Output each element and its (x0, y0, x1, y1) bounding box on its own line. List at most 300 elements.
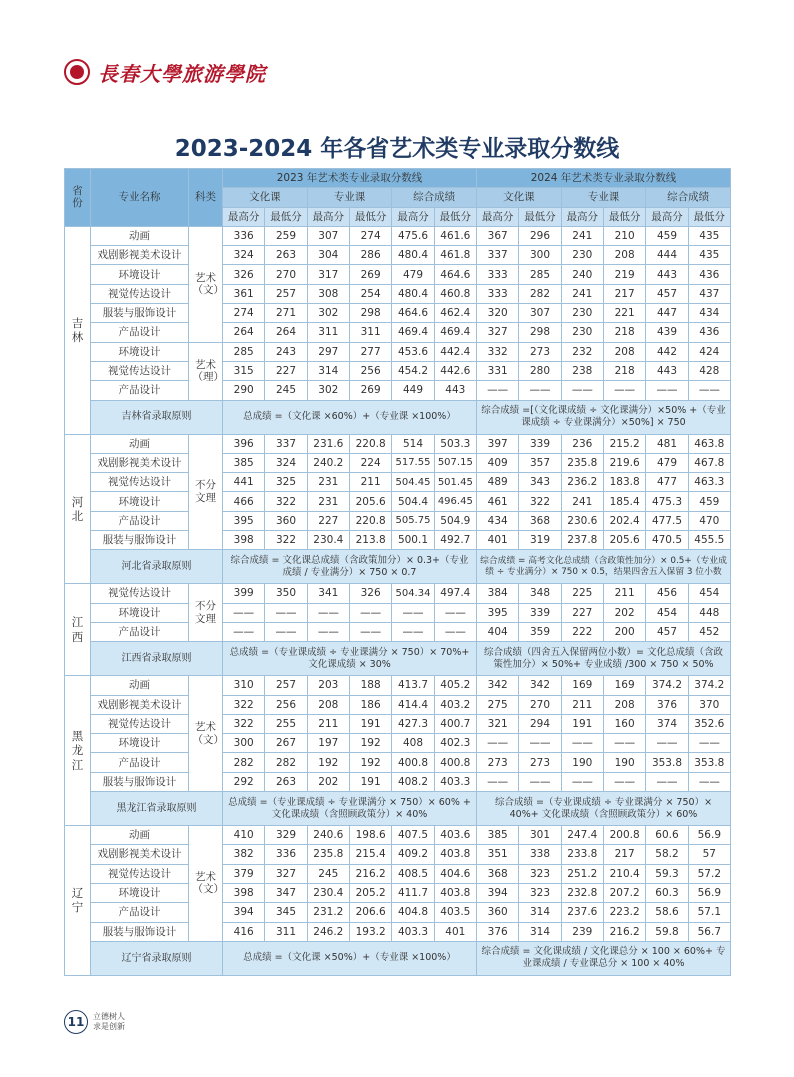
score-cell: 436 (688, 265, 730, 284)
score-cell: 403.6 (434, 826, 476, 845)
score-cell: 479 (392, 265, 434, 284)
score-cell: 322 (265, 531, 307, 550)
score-cell: 459 (646, 226, 688, 245)
province-cell (65, 584, 91, 676)
score-cell: 273 (519, 753, 561, 772)
score-cell: 357 (519, 453, 561, 472)
score-cell: —— (349, 622, 391, 641)
score-cell: 314 (307, 361, 349, 380)
major-name: 动画 (91, 676, 189, 695)
score-cell: —— (392, 603, 434, 622)
score-cell: 480.4 (392, 246, 434, 265)
header-culture-2023: 文化课 (223, 188, 308, 207)
table-row (65, 323, 731, 342)
score-cell: 227 (265, 361, 307, 380)
score-cell: 57.1 (688, 903, 730, 922)
score-cell: 403.8 (434, 845, 476, 864)
category-label: 艺术（文） (192, 271, 224, 297)
admission-rule-label: 辽宁省录取原则 (91, 941, 223, 975)
score-cell: 311 (307, 323, 349, 342)
score-cell: 463.8 (688, 434, 730, 453)
score-cell: 192 (307, 753, 349, 772)
score-cell: 256 (349, 361, 391, 380)
major-name: 服装与服饰设计 (91, 772, 189, 791)
admission-rule-row (65, 642, 731, 676)
header-max-score: 最高分 (392, 207, 434, 226)
header-min-score: 最低分 (434, 207, 476, 226)
score-cell: 256 (265, 695, 307, 714)
score-cell: 216.2 (603, 922, 645, 941)
score-cell: 462.4 (434, 304, 476, 323)
score-cell: —— (434, 603, 476, 622)
score-cell: 246.2 (307, 922, 349, 941)
score-cell: 353.8 (646, 753, 688, 772)
province-name: 辽宁 (71, 886, 84, 915)
score-cell: 169 (603, 676, 645, 695)
motto-line-2: 求是创新 (93, 1022, 125, 1031)
score-cell: 394 (477, 883, 519, 902)
header-min-score: 最低分 (519, 207, 561, 226)
score-cell: 408.2 (392, 772, 434, 791)
score-cell: 492.7 (434, 531, 476, 550)
score-cell: 343 (519, 473, 561, 492)
score-cell: —— (307, 603, 349, 622)
score-cell: 319 (519, 531, 561, 550)
major-name: 服装与服饰设计 (91, 922, 189, 941)
score-cell: 219 (603, 265, 645, 284)
score-cell: 263 (265, 246, 307, 265)
score-cell: 477.5 (646, 511, 688, 530)
score-cell: 455.5 (688, 531, 730, 550)
score-cell: 227 (561, 603, 603, 622)
score-cell: 218 (603, 361, 645, 380)
score-cell: 197 (307, 734, 349, 753)
score-cell: 436 (688, 323, 730, 342)
score-cell: —— (223, 622, 265, 641)
score-cell: 454 (646, 603, 688, 622)
score-cell: 332 (477, 342, 519, 361)
score-cell: 400.8 (434, 753, 476, 772)
score-cell: 56.7 (688, 922, 730, 941)
score-cell: 398 (223, 883, 265, 902)
score-cell: 218 (603, 323, 645, 342)
score-cell: 239 (561, 922, 603, 941)
score-cell: 424 (688, 342, 730, 361)
score-cell: 215.2 (603, 434, 645, 453)
table-row (65, 265, 731, 284)
major-name: 产品设计 (91, 381, 189, 400)
table-row (65, 734, 731, 753)
score-cell: 497.4 (434, 584, 476, 603)
province-name: 吉林 (71, 315, 84, 345)
score-cell: 505.75 (392, 511, 434, 530)
major-name: 戏剧影视美术设计 (91, 695, 189, 714)
score-cell: 434 (477, 511, 519, 530)
table-row (65, 676, 731, 695)
score-cell: 336 (265, 845, 307, 864)
score-cell: 274 (223, 304, 265, 323)
score-cell: 457 (646, 622, 688, 641)
score-cell: 464.6 (434, 265, 476, 284)
score-cell: 360 (265, 511, 307, 530)
score-cell: 517.55 (392, 453, 434, 472)
province-cell (65, 226, 91, 434)
score-cell: —— (603, 381, 645, 400)
score-cell: 323 (519, 883, 561, 902)
score-cell: 227 (307, 511, 349, 530)
score-cell: 315 (223, 361, 265, 380)
admission-rule-2024 (477, 642, 731, 676)
score-cell: —— (434, 622, 476, 641)
score-cell: 193.2 (349, 922, 391, 941)
score-cell: 296 (519, 226, 561, 245)
province-name: 江西 (71, 615, 84, 644)
score-cell: 160 (603, 714, 645, 733)
admission-rule-text: 综合成绩 = 文化课成绩 / 文化课总分 × 100 × 60%+ 专业课成绩 / 专业课总分 × 100 × 40% (481, 946, 726, 970)
table-row (65, 922, 731, 941)
score-cell: 409 (477, 453, 519, 472)
major-name: 动画 (91, 826, 189, 845)
admission-rule-2024 (477, 550, 731, 584)
table-row (65, 845, 731, 864)
header-category: 科类 (189, 169, 223, 227)
score-cell: 270 (265, 265, 307, 284)
score-cell: 350 (265, 584, 307, 603)
admission-rule-label: 河北省录取原则 (91, 550, 223, 584)
score-cell: 208 (603, 246, 645, 265)
score-cell: 347 (265, 883, 307, 902)
score-cell: 211 (349, 473, 391, 492)
major-name: 服装与服饰设计 (91, 531, 189, 550)
score-cell: —— (603, 772, 645, 791)
admission-rule-row (65, 400, 731, 434)
admission-rule-text: 综合成绩（四舍五入保留两位小数）= 文化总成绩（含政策性加分）× 50%+ 专业成绩 /300 × 750 × 50% (484, 646, 723, 670)
score-cell: 210.4 (603, 864, 645, 883)
score-cell: 443 (646, 265, 688, 284)
admission-rule-row (65, 941, 731, 975)
score-cell: 191 (349, 772, 391, 791)
score-cell: 231.6 (307, 434, 349, 453)
score-cell: —— (561, 772, 603, 791)
score-cell: 374.2 (688, 676, 730, 695)
score-cell: 339 (519, 603, 561, 622)
score-cell: 59.8 (646, 922, 688, 941)
table-row (65, 511, 731, 530)
score-cell: —— (561, 734, 603, 753)
header-max-score: 最高分 (223, 207, 265, 226)
admission-rule-2023 (223, 642, 477, 676)
score-cell: 403.3 (392, 922, 434, 941)
major-name: 环境设计 (91, 342, 189, 361)
score-cell: 57.2 (688, 864, 730, 883)
score-cell: 186 (349, 695, 391, 714)
table-row (65, 864, 731, 883)
score-cell: 410 (223, 826, 265, 845)
score-cell: 457 (646, 284, 688, 303)
score-cell: 408 (392, 734, 434, 753)
score-cell: 400.8 (392, 753, 434, 772)
score-cell: —— (646, 381, 688, 400)
score-cell: 399 (223, 584, 265, 603)
score-cell: 208 (603, 695, 645, 714)
score-cell: 238 (561, 361, 603, 380)
table-row (65, 434, 731, 453)
score-cell: 191 (349, 714, 391, 733)
score-cell: 320 (477, 304, 519, 323)
score-cell: 374.2 (646, 676, 688, 695)
score-cell: 317 (307, 265, 349, 284)
score-cell: —— (349, 603, 391, 622)
score-cell: 443 (434, 381, 476, 400)
major-name: 动画 (91, 434, 189, 453)
score-cell: 326 (223, 265, 265, 284)
score-cell: 441 (223, 473, 265, 492)
score-cell: 504.45 (392, 473, 434, 492)
score-cell: 219.6 (603, 453, 645, 472)
score-cell: 208 (307, 695, 349, 714)
score-cell: 241 (561, 226, 603, 245)
province-cell (65, 676, 91, 826)
score-cell: 247.4 (561, 826, 603, 845)
score-cell: 503.3 (434, 434, 476, 453)
score-cell: 403.5 (434, 903, 476, 922)
province-name: 河北 (71, 494, 84, 523)
page-footer (64, 1010, 125, 1034)
score-cell: 444 (646, 246, 688, 265)
header-min-score: 最低分 (603, 207, 645, 226)
score-cell: 217 (603, 284, 645, 303)
score-cell: 345 (265, 903, 307, 922)
score-cell: 190 (603, 753, 645, 772)
major-name: 环境设计 (91, 883, 189, 902)
score-cell: 368 (519, 511, 561, 530)
score-cell: 245 (265, 381, 307, 400)
college-seal-icon (64, 59, 90, 85)
category-label: 不分文理 (195, 600, 216, 625)
score-cell: —— (688, 734, 730, 753)
score-cell: —— (519, 772, 561, 791)
score-cell: 230 (561, 246, 603, 265)
score-cell: 240.6 (307, 826, 349, 845)
score-cell: 298 (349, 304, 391, 323)
score-cell: 504.9 (434, 511, 476, 530)
score-cell: —— (688, 381, 730, 400)
score-cell: 282 (519, 284, 561, 303)
score-cell: 282 (223, 753, 265, 772)
score-cell: 414.4 (392, 695, 434, 714)
score-cell: 504.4 (392, 492, 434, 511)
score-cell: 394 (223, 903, 265, 922)
admission-rule-row (65, 550, 731, 584)
admission-rule-label: 江西省录取原则 (91, 642, 223, 676)
score-cell: 56.9 (688, 883, 730, 902)
score-cell: 331 (477, 361, 519, 380)
score-cell: 267 (265, 734, 307, 753)
score-cell: 397 (477, 434, 519, 453)
score-cell: 270 (519, 695, 561, 714)
score-cell: 230.4 (307, 531, 349, 550)
score-cell: 237.6 (561, 903, 603, 922)
table-row (65, 304, 731, 323)
score-cell: 333 (477, 265, 519, 284)
score-cell: 327 (265, 864, 307, 883)
score-cell: 434 (688, 304, 730, 323)
score-cell: 302 (307, 304, 349, 323)
admission-rule-2024 (477, 792, 731, 826)
score-cell: 301 (519, 826, 561, 845)
admission-rule-2024 (477, 941, 731, 975)
score-cell: 337 (265, 434, 307, 453)
score-cell: 273 (477, 753, 519, 772)
score-cell: 215.4 (349, 845, 391, 864)
category-cell (189, 676, 223, 792)
score-cell: 376 (646, 695, 688, 714)
score-cell: 206.6 (349, 903, 391, 922)
admission-rule-2023 (223, 400, 477, 434)
score-cell: 409.2 (392, 845, 434, 864)
score-cell: 333 (477, 284, 519, 303)
score-cell: 269 (349, 381, 391, 400)
score-cell: 501.45 (434, 473, 476, 492)
score-cell: 285 (519, 265, 561, 284)
score-cell: 322 (519, 492, 561, 511)
score-cell: 220.8 (349, 434, 391, 453)
score-cell: 308 (307, 284, 349, 303)
score-cell: 323 (519, 864, 561, 883)
category-label: 艺术（理） (192, 358, 224, 384)
table-row (65, 226, 731, 245)
score-cell: 273 (519, 342, 561, 361)
score-cell: 351 (477, 845, 519, 864)
header-max-score: 最高分 (477, 207, 519, 226)
score-cell: 285 (223, 342, 265, 361)
score-cell: 370 (688, 695, 730, 714)
score-cell: 56.9 (688, 826, 730, 845)
score-cell: —— (307, 622, 349, 641)
score-cell: 385 (223, 453, 265, 472)
score-cell: 232.8 (561, 883, 603, 902)
score-cell: 286 (349, 246, 391, 265)
major-name: 环境设计 (91, 603, 189, 622)
score-cell: 230.6 (561, 511, 603, 530)
major-name: 服装与服饰设计 (91, 304, 189, 323)
score-cell: 353.8 (688, 753, 730, 772)
major-name: 视觉传达设计 (91, 714, 189, 733)
header-2023: 2023 年艺术类专业录取分数线 (223, 169, 477, 188)
score-cell: 192 (349, 734, 391, 753)
score-cell: 442.4 (434, 342, 476, 361)
score-cell: 230 (561, 323, 603, 342)
score-cell: 269 (349, 265, 391, 284)
admission-rule-2023 (223, 550, 477, 584)
table-row (65, 453, 731, 472)
score-cell: 217 (603, 845, 645, 864)
province-cell (65, 434, 91, 584)
score-cell: 447 (646, 304, 688, 323)
score-cell: 352.6 (688, 714, 730, 733)
score-cell: 382 (223, 845, 265, 864)
table-row (65, 342, 731, 361)
table-row (65, 473, 731, 492)
score-cell: 314 (519, 903, 561, 922)
score-cell: 338 (519, 845, 561, 864)
major-name: 视觉传达设计 (91, 864, 189, 883)
table-row (65, 883, 731, 902)
admission-rule-text: 总成绩 =（专业课成绩 ÷ 专业课满分 × 750）× 60% + 文化课成绩（含照顾政策分）× 40% (228, 796, 471, 820)
score-cell: 437 (688, 284, 730, 303)
score-cell: 395 (223, 511, 265, 530)
score-cell: 449 (392, 381, 434, 400)
table-row (65, 903, 731, 922)
score-cell: 58.2 (646, 845, 688, 864)
score-cell: 407.5 (392, 826, 434, 845)
header-province: 省份 (65, 169, 91, 227)
score-cell: 454.2 (392, 361, 434, 380)
score-cell: —— (603, 734, 645, 753)
score-cell: 384 (477, 584, 519, 603)
admission-rule-text: 总成绩 =（文化课 ×60%）+（专业课 ×100%） (243, 411, 456, 423)
score-cell: 60.6 (646, 826, 688, 845)
score-cell: 236.2 (561, 473, 603, 492)
header-comprehensive-2023: 综合成绩 (392, 188, 477, 207)
score-cell: 264 (265, 323, 307, 342)
table-row (65, 603, 731, 622)
score-cell: 231.2 (307, 903, 349, 922)
score-cell: 459 (688, 492, 730, 511)
score-cell: 205.6 (603, 531, 645, 550)
major-name: 视觉传达设计 (91, 284, 189, 303)
score-cell: 202 (603, 603, 645, 622)
score-cell: 58.6 (646, 903, 688, 922)
score-cell: 233.8 (561, 845, 603, 864)
score-cell: 232 (561, 342, 603, 361)
score-cell: 243 (265, 342, 307, 361)
score-cell: 470.5 (646, 531, 688, 550)
score-cell: 398 (223, 531, 265, 550)
score-cell: 302 (307, 381, 349, 400)
score-cell: 448 (688, 603, 730, 622)
score-cell: 304 (307, 246, 349, 265)
major-name: 产品设计 (91, 622, 189, 641)
score-cell: 311 (349, 323, 391, 342)
table-row (65, 826, 731, 845)
score-cell: 230 (561, 304, 603, 323)
score-cell: 359 (519, 622, 561, 641)
score-cell: —— (477, 381, 519, 400)
score-cell: 452 (688, 622, 730, 641)
score-cell: 453.6 (392, 342, 434, 361)
admission-rule-2023 (223, 792, 477, 826)
score-cell: 300 (519, 246, 561, 265)
score-cell: 259 (265, 226, 307, 245)
category-cell (189, 342, 223, 400)
score-cell: 475.3 (646, 492, 688, 511)
score-cell: 467.8 (688, 453, 730, 472)
score-cell: 463.3 (688, 473, 730, 492)
score-cell: 368 (477, 864, 519, 883)
score-cell: 297 (307, 342, 349, 361)
score-cell: 211 (561, 695, 603, 714)
score-cell: 235.8 (561, 453, 603, 472)
header-culture-2024: 文化课 (477, 188, 562, 207)
score-cell: 500.1 (392, 531, 434, 550)
score-cell: 240 (561, 265, 603, 284)
score-cell: 435 (688, 246, 730, 265)
score-cell: 342 (477, 676, 519, 695)
major-name: 戏剧影视美术设计 (91, 845, 189, 864)
score-cell: —— (477, 734, 519, 753)
score-cell: 326 (349, 584, 391, 603)
